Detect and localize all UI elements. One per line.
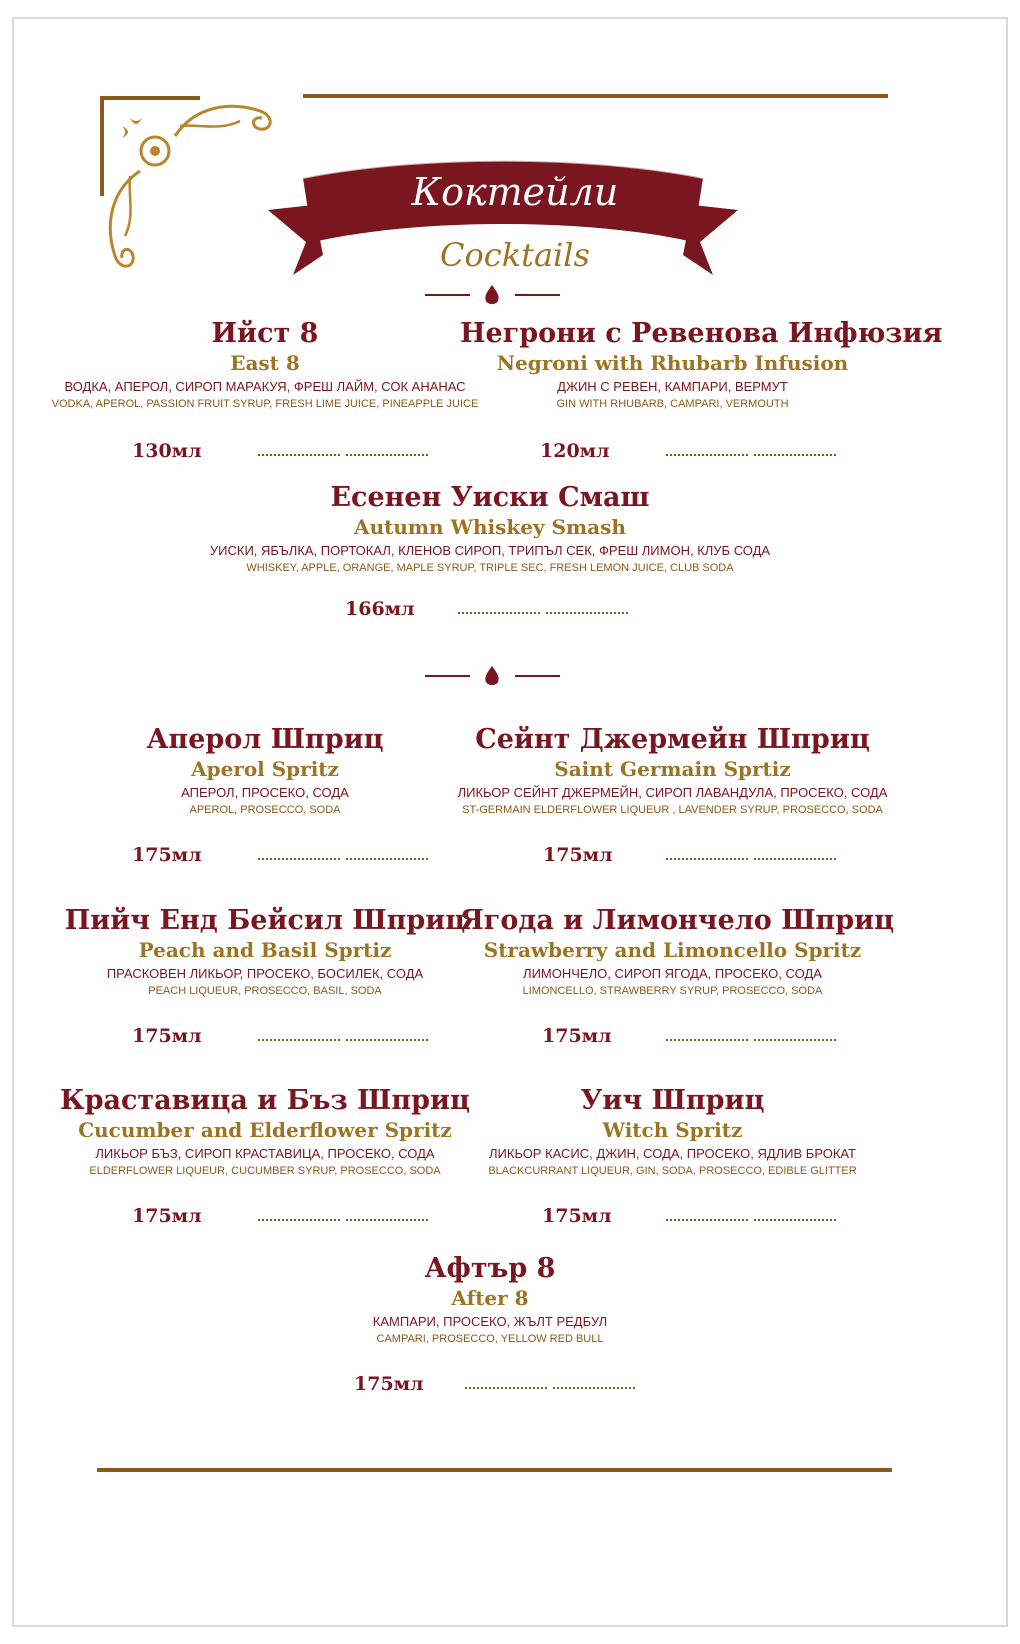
item-ingredients-en: VODKA, APEROL, PASSION FRUIT SYRUP, FRESH LIME JUICE, PINEAPPLE JUICE [51,398,479,410]
price-row [542,1025,842,1051]
menu-subtitle: Cocktails [440,236,590,274]
item-volume: 175мл [354,1373,424,1395]
item-name-en: Peach and Basil Sprtiz [138,938,392,962]
price-row [543,844,843,870]
item-name-bg: Афтър 8 [424,1253,556,1284]
item-name-en: Autumn Whiskey Smash [354,515,626,539]
menu-item [450,724,895,818]
item-name-bg: Сейнт Джермейн Шприц [475,724,870,755]
item-volume: 130мл [132,440,202,462]
menu-item [140,482,840,576]
item-name-en: Saint Germain Sprtiz [554,757,791,781]
item-ingredients-bg: ЛИКЬОР КАСИС, ДЖИН, СОДА, ПРОСЕКО, ЯДЛИВ БРОКАТ [489,1146,856,1161]
item-ingredients-bg: ЛИМОНЧЕЛО, СИРОП ЯГОДА, ПРОСЕКО, СОДА [523,966,822,981]
item-volume: 175мл [132,1205,202,1227]
item-name-en: Cucumber and Elderflower Spritz [78,1118,452,1142]
flame-divider-icon [425,283,560,307]
menu-item [50,318,480,412]
price-placeholder [666,454,748,456]
menu-item [50,1085,480,1179]
price-placeholder [754,454,836,456]
item-volume: 120мл [540,440,610,462]
item-ingredients-bg: ЛИКЬОР БЪЗ, СИРОП КРАСТАВИЦА, ПРОСЕКО, СОДА [95,1146,435,1161]
item-name-bg: Пийч Енд Бейсил Шприц [64,905,466,936]
price-placeholder [754,1219,836,1221]
item-name-en: Strawberry and Limoncello Spritz [483,938,862,962]
item-name-en: Aperol Spritz [191,757,339,781]
price-row [132,844,432,870]
price-placeholder [346,858,428,860]
item-name-bg: Уич Шприц [580,1085,765,1116]
bottom-rule [97,1468,892,1472]
corner-flourish-icon [100,96,275,271]
price-placeholder [666,858,748,860]
item-volume: 175мл [132,1025,202,1047]
menu-item [50,905,480,999]
item-name-bg: Краставица и Бъз Шприц [60,1085,470,1116]
price-placeholder [346,1039,428,1041]
menu-item [240,1253,740,1347]
item-ingredients-bg: ПРАСКОВЕН ЛИКЬОР, ПРОСЕКО, БОСИЛЕК, СОДА [106,966,424,981]
price-placeholder [258,858,340,860]
item-name-en: East 8 [230,351,300,375]
price-placeholder [666,1039,748,1041]
price-placeholder [546,612,628,614]
price-placeholder [258,1039,340,1041]
item-ingredients-en: WHISKEY, APPLE, ORANGE, MAPLE SYRUP, TRIPLE SEC, FRESH LEMON JUICE, CLUB SODA [246,562,734,574]
item-name-bg: Ийст 8 [211,318,319,349]
menu-item [460,905,895,999]
item-name-en: Negroni with Rhubarb Infusion [496,351,849,375]
menu-title: Коктейли [411,170,619,214]
price-row [132,1205,432,1231]
item-name-bg: Есенен Уиски Смаш [330,482,650,513]
menu-item [460,1085,885,1179]
price-placeholder [754,858,836,860]
item-ingredients-bg: КАМПАРИ, ПРОСЕКО, ЖЪЛТ РЕДБУЛ [372,1314,608,1329]
price-placeholder [666,1219,748,1221]
item-ingredients-bg: УИСКИ, ЯБЪЛКА, ПОРТОКАЛ, КЛЕНОВ СИРОП, ТРИПЪЛ СЕК, ФРЕШ ЛИМОН, КЛУБ СОДА [209,543,771,558]
price-row [540,440,840,466]
item-ingredients-en: LIMONCELLO, STRAWBERRY SYRUP, PROSECCO, SODA [522,985,823,997]
price-row [132,1025,432,1051]
flame-divider-icon [425,664,560,688]
item-volume: 175мл [132,844,202,866]
price-row [542,1205,842,1231]
item-name-en: After 8 [451,1286,529,1310]
item-ingredients-bg: ЛИКЬОР СЕЙНТ ДЖЕРМЕЙН, СИРОП ЛАВАНДУЛА, ПРОСЕКО, СОДА [457,785,888,800]
item-ingredients-bg: ДЖИН С РЕВЕН, КАМПАРИ, ВЕРМУТ [557,379,788,394]
item-ingredients-en: APEROL, PROSECCO, SODA [189,804,341,816]
price-placeholder [346,1219,428,1221]
item-volume: 175мл [542,1205,612,1227]
item-volume: 166мл [345,598,415,620]
item-ingredients-en: CAMPARI, PROSECCO, YELLOW RED BULL [376,1333,604,1345]
item-name-en: Witch Spritz [602,1118,743,1142]
price-row [345,598,645,624]
item-ingredients-en: GIN WITH RHUBARB, CAMPARI, VERMOUTH [556,398,789,410]
item-name-bg: Негрони с Ревенова Инфюзия [460,318,943,349]
price-placeholder [458,612,540,614]
price-placeholder [553,1387,635,1389]
item-name-bg: Ягода и Лимончело Шприц [460,905,895,936]
item-ingredients-en: BLACKCURRANT LIQUEUR, GIN, SODA, PROSECCO, EDIBLE GLITTER [488,1165,857,1177]
price-placeholder [258,454,340,456]
item-ingredients-bg: ВОДКА, АПЕРОЛ, СИРОП МАРАКУЯ, ФРЕШ ЛАЙМ, СОК АНАНАС [64,379,466,394]
item-ingredients-en: PEACH LIQUEUR, PROSECCO, BASIL, SODA [148,985,382,997]
price-row [132,440,432,466]
menu-item [50,724,480,818]
price-placeholder [754,1039,836,1041]
item-ingredients-bg: АПЕРОЛ, ПРОСЕКО, СОДА [181,785,349,800]
item-volume: 175мл [543,844,613,866]
item-ingredients-en: ST-GERMAIN ELDERFLOWER LIQUEUR , LAVENDER SYRUP, PROSECCO, SODA [462,804,883,816]
price-placeholder [346,454,428,456]
price-row [354,1373,654,1399]
price-placeholder [258,1219,340,1221]
menu-item [460,318,943,412]
item-ingredients-en: ELDERFLOWER LIQUEUR, CUCUMBER SYRUP, PROSECCO, SODA [89,1165,441,1177]
item-volume: 175мл [542,1025,612,1047]
top-rule [303,94,888,98]
item-name-bg: Аперол Шприц [146,724,384,755]
price-placeholder [465,1387,547,1389]
